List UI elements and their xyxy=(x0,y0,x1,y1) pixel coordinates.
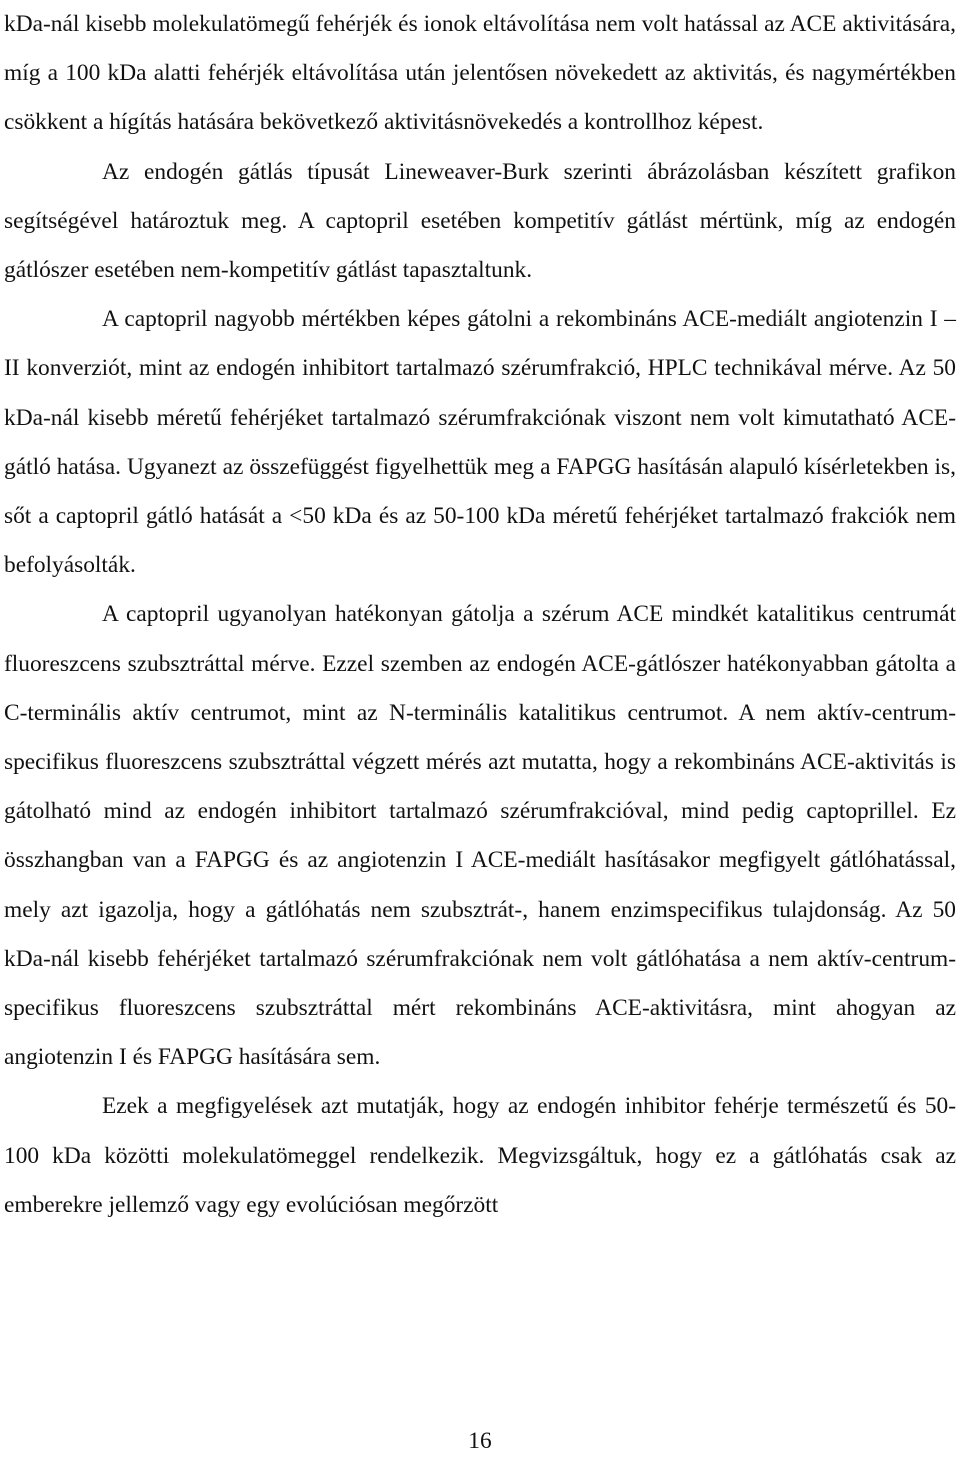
body-paragraph-1: kDa-nál kisebb molekulatömegű fehérjék és ionok eltávolítása nem volt hatással az ACE aktivitására, míg a 100 kDa alatti fehérjék eltávolítása után jelentősen növekedett az aktivitás, és nagymértékben csökkent a hígítás hatására bekövetkező aktivitásnövekedés a kontrollhoz képest. xyxy=(4,11,956,136)
body-paragraph-2: Az endogén gátlás típusát Lineweaver-Burk szerinti ábrázolásban készített grafikon segítségével határoztuk meg. A captopril esetében kompetitív gátlást mértünk, míg az endogén gátlószer esetében nem-kompetitív gátlást tapasztaltunk. xyxy=(4,158,956,284)
body-paragraph-4: A captopril ugyanolyan hatékonyan gátolja a szérum ACE mindkét katalitikus centrumát fluoreszcens szubsztráttal mérve. Ezzel szemben az endogén ACE-gátlószer hatékonyabban gátolta a C-terminális aktív centrumot, mint az N-terminális katalitikus centrumot. A nem aktív-centrum-specifikus fluoreszcens szubsztráttal végzett mérés azt mutatta, hogy a rekombináns ACE-aktivitás is gátolható mind az endogén inhibitort tartalmazó szérumfrakcióval, mind pedig captoprillel. Ez összhangban van a FAPGG és az angiotenzin I ACE-mediált hasításakor megfigyelt gátlóhatással, mely azt igazolja, hogy a gátlóhatás nem szubsztrát-, hanem enzimspecifikus tulajdonság. Az 50 kDa-nál kisebb fehérjéket tartalmazó szérumfrakciónak nem volt gátlóhatása a nem aktív-centrum-specifikus fluoreszcens szubsztráttal mért rekombináns ACE-aktivitásra, mint ahogyan az angiotenzin I és FAPGG hasítására sem. xyxy=(4,601,956,1071)
document-page xyxy=(4,0,956,1230)
page-number: 16 xyxy=(468,1428,492,1454)
body-paragraph-3: A captopril nagyobb mértékben képes gátolni a rekombináns ACE-mediált angiotenzin I – II konverziót, mint az endogén inhibitort tartalmazó szérumfrakció, HPLC technikával mérve. Az 50 kDa-nál kisebb méretű fehérjéket tartalmazó szérumfrakciónak viszont nem volt kimutatható ACE-gátló hatása. Ugyanezt az összefüggést figyelhettük meg a FAPGG hasításán alapuló kísérletekben is, sőt a captopril gátló hatását a <50 kDa és az 50-100 kDa méretű fehérjéket tartalmazó frakciók nem befolyásolták. xyxy=(4,306,956,579)
body-paragraph-5: Ezek a megfigyelések azt mutatják, hogy az endogén inhibitor fehérje természetű és 50-100 kDa közötti molekulatömeggel rendelkezik. Megvizsgáltuk, hogy ez a gátlóhatás csak az emberekre jellemző vagy egy evolúciósan megőrzött xyxy=(4,1093,956,1218)
